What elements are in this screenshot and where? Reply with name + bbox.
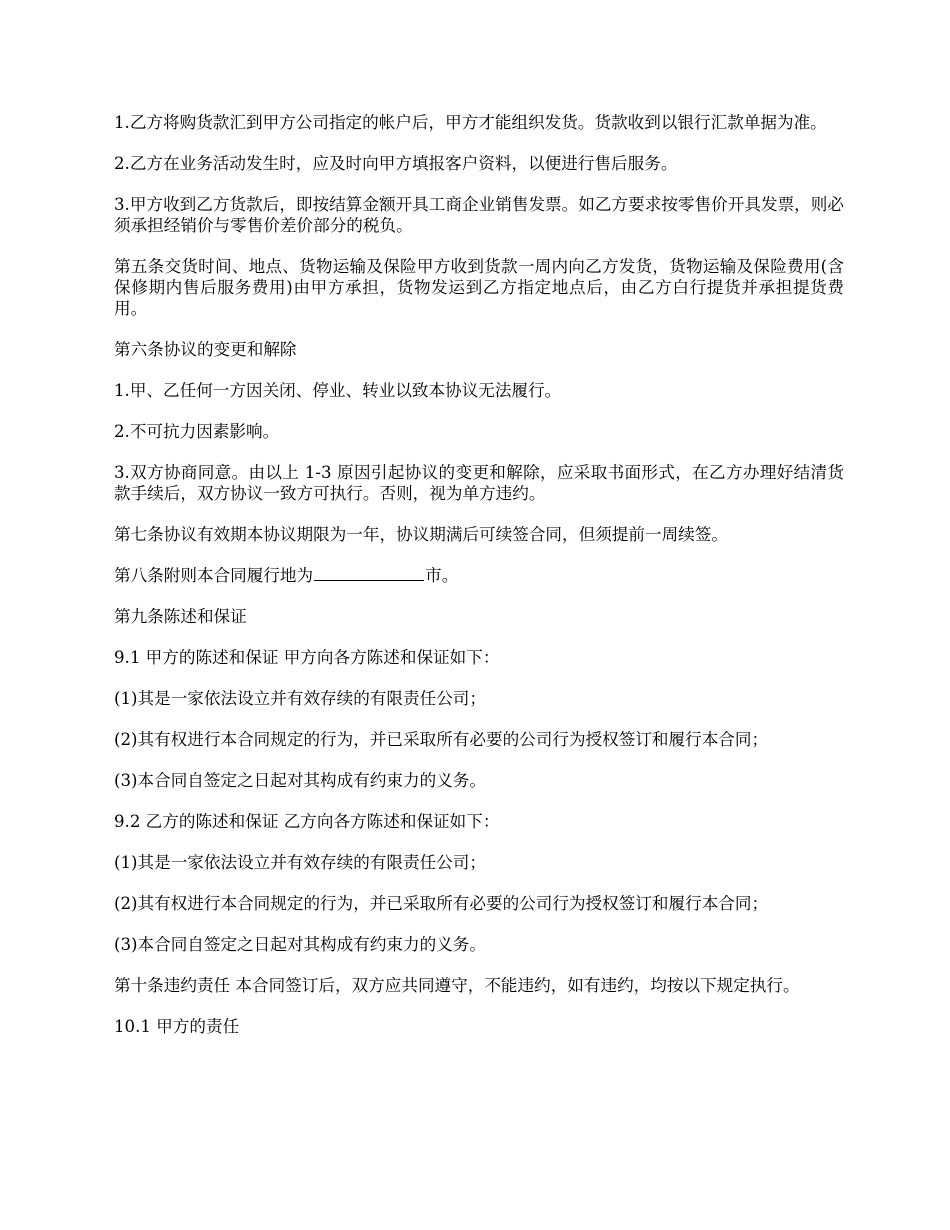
paragraph-payment-remittance: 1.乙方将购货款汇到甲方公司指定的帐户后，甲方才能组织发货。货款收到以银行汇款单据为准。 — [114, 113, 827, 132]
heading-article-9: 第九条陈述和保证 — [114, 607, 247, 626]
document-body — [114, 112, 844, 1057]
heading-article-6: 第六条协议的变更和解除 — [114, 340, 297, 359]
paragraph-party-a-item-3: (3)本合同自签定之日起对其构成有约束力的义务。 — [114, 771, 486, 790]
article-8-suffix: 市。 — [425, 566, 459, 585]
paragraph-party-a-representation: 9.1 甲方的陈述和保证 甲方向各方陈述和保证如下： — [114, 648, 500, 667]
heading-party-a-liability: 10.1 甲方的责任 — [114, 1017, 240, 1036]
paragraph-party-b-item-2: (2)其有权进行本合同规定的行为，并已采取所有必要的公司行为授权签订和履行本合同； — [114, 894, 769, 913]
article-8-prefix: 第八条附则本合同履行地为 — [114, 566, 314, 585]
paragraph-party-b-item-1: (1)其是一家依法设立并有效存续的有限责任公司； — [114, 853, 486, 872]
paragraph-party-b-item-3: (3)本合同自签定之日起对其构成有约束力的义务。 — [114, 935, 486, 954]
paragraph-termination-reason-3: 3.双方协商同意。由以上 1-3 原因引起协议的变更和解除，应采取书面形式，在乙方办理好结清货款手续后，双方协议一致方可执行。否则，视为单方违约。 — [114, 463, 844, 503]
paragraph-article-7: 第七条协议有效期本协议期限为一年，协议期满后可续签合同，但须提前一周续签。 — [114, 525, 728, 544]
paragraph-invoice: 3.甲方收到乙方货款后，即按结算金额开具工商企业销售发票。如乙方要求按零售价开具发票，则必须承担经销价与零售价差价部分的税负。 — [114, 195, 844, 235]
blank-fill-line — [314, 566, 424, 581]
paragraph-article-5: 第五条交货时间、地点、货物运输及保险甲方收到货款一周内向乙方发货，货物运输及保险费用(含保修期内售后服务费用)由甲方承担，货物发运到乙方指定地点后，由乙方白行提货并承担提货费用。 — [114, 257, 844, 318]
paragraph-customer-info: 2.乙方在业务活动发生时，应及时向甲方填报客户资料，以便进行售后服务。 — [114, 154, 678, 173]
paragraph-party-b-representation: 9.2 乙方的陈述和保证 乙方向各方陈述和保证如下： — [114, 812, 500, 831]
paragraph-party-a-item-1: (1)其是一家依法设立并有效存续的有限责任公司； — [114, 689, 486, 708]
paragraph-termination-reason-2: 2.不可抗力因素影响。 — [114, 422, 280, 441]
paragraph-party-a-item-2: (2)其有权进行本合同规定的行为，并已采取所有必要的公司行为授权签订和履行本合同； — [114, 730, 769, 749]
paragraph-article-10: 第十条违约责任 本合同签订后，双方应共同遵守，不能违约，如有违约，均按以下规定执行。 — [114, 976, 800, 995]
paragraph-termination-reason-1: 1.甲、乙任何一方因关闭、停业、转业以致本协议无法履行。 — [114, 381, 562, 400]
paragraph-article-8 — [114, 565, 844, 586]
